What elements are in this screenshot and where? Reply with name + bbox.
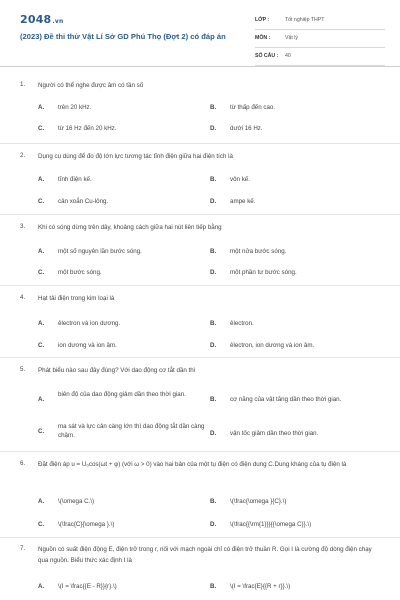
option-letter: A. <box>38 498 45 505</box>
option-text: trên 20 kHz. <box>58 104 92 111</box>
question-separator <box>0 357 400 358</box>
option-text: \(I = \frac{{E - R}}{r}.\) <box>58 583 117 590</box>
option-letter: B. <box>210 320 217 327</box>
question-number: 6. <box>20 460 26 467</box>
question-number: 1. <box>20 81 26 88</box>
page-header <box>0 0 400 62</box>
option-text: một bước sóng. <box>58 269 102 276</box>
option-text: cơ năng của vật tăng dần theo thời gian. <box>230 396 342 403</box>
question-1 <box>20 81 388 141</box>
option-letter: C. <box>38 198 45 205</box>
option-text: êlectron, ion dương và ion âm. <box>230 342 315 349</box>
option-text: \(\frac{{\rm{1}}}{{\omega C}}.\) <box>230 521 312 528</box>
option-letter: A. <box>38 396 45 403</box>
option-letter: D. <box>210 269 217 276</box>
question-separator <box>0 537 400 538</box>
option-text: dưới 16 Hz. <box>230 125 263 132</box>
option-letter: A. <box>38 248 45 255</box>
option-letter: B. <box>210 104 217 111</box>
question-separator <box>0 214 400 215</box>
meta-value: Tốt nghiệp THPT <box>285 17 325 23</box>
option-letter: B. <box>210 396 217 403</box>
option-text: từ 16 Hz đến 20 kHz. <box>58 125 117 132</box>
option-text: êlectron và ion dương. <box>58 320 121 327</box>
meta-value: Vật lý <box>285 35 298 41</box>
option-text: ampe kế. <box>230 198 256 205</box>
meta-row-subject <box>255 31 385 48</box>
question-separator <box>0 451 400 452</box>
option-letter: B. <box>210 583 217 590</box>
question-stem: Người có thể nghe được âm có tần số <box>38 82 144 89</box>
question-number: 4. <box>20 294 26 301</box>
logo-text: 2048 <box>20 13 52 26</box>
question-number: 5. <box>20 366 26 373</box>
option-text: biên độ của dao động giảm dần theo thời gian. <box>58 391 186 398</box>
option-text: ma sát và lực cản càng lớn thì dao động tắt dần càng chậm. <box>58 423 205 439</box>
meta-key: LỚP : <box>255 17 270 23</box>
option-text: vận tốc giảm dần theo thời gian. <box>230 430 319 437</box>
logo-suffix: .vn <box>52 18 64 25</box>
option-letter: D. <box>210 125 217 132</box>
question-6 <box>20 460 388 534</box>
question-stem: Nguồn có suất điện động E, điện trở trong r, nối với mạch ngoài chỉ có điện trở thuần R. Gọi I là cường độ dòng điện chạy qua nguồn. Biểu thức xác định I là <box>38 546 372 564</box>
option-letter: D. <box>210 430 217 437</box>
exam-meta <box>255 13 385 67</box>
question-2 <box>20 152 388 212</box>
option-text: \(\frac{C}{\omega }.\) <box>58 521 115 528</box>
question-stem: Khi có sóng dừng trên dây, khoảng cách giữa hai nút liên tiếp bằng <box>38 224 222 231</box>
question-4 <box>20 294 388 354</box>
question-stem: Dụng cụ dùng để đo độ lớn lực tương tác tĩnh điện giữa hai điện tích là <box>38 153 233 160</box>
meta-value: 40 <box>285 53 291 59</box>
option-letter: B. <box>210 176 217 183</box>
option-text: một nửa bước sóng. <box>230 248 287 255</box>
option-letter: A. <box>38 583 45 590</box>
option-letter: B. <box>210 498 217 505</box>
question-5 <box>20 366 388 446</box>
question-stem: Hạt tải điện trong kim loại là <box>38 295 115 302</box>
option-letter: A. <box>38 176 45 183</box>
option-text: tĩnh điện kế. <box>58 176 92 183</box>
option-letter: D. <box>210 521 217 528</box>
question-stem: Phát biểu nào sau đây đúng? Với dao động cơ tắt dần thì <box>38 367 196 374</box>
option-text: \(\frac{\omega }{C}.\) <box>230 498 287 505</box>
option-text: \(\omega C.\) <box>58 498 95 505</box>
option-text: ion dương và ion âm. <box>58 342 117 349</box>
option-letter: C. <box>38 125 45 132</box>
site-logo[interactable] <box>20 13 63 26</box>
option-text: cân xoắn Cu-lông. <box>58 198 109 205</box>
question-7 <box>20 545 388 600</box>
meta-key: MÔN : <box>255 35 271 41</box>
question-3 <box>20 223 388 283</box>
option-text: một số nguyên lần bước sóng. <box>58 248 142 255</box>
meta-row-class <box>255 13 385 30</box>
question-separator <box>0 143 400 144</box>
option-letter: D. <box>210 198 217 205</box>
question-number: 3. <box>20 223 26 230</box>
question-separator <box>0 285 400 286</box>
option-letter: A. <box>38 104 45 111</box>
meta-row-count <box>255 49 385 66</box>
option-letter: D. <box>210 342 217 349</box>
exam-title: (2023) Đề thi thử Vật Lí Sở GD Phú Thọ (Đợt 2) có đáp án <box>20 32 226 41</box>
option-text: \(I = \frac{E}{{R + r}}.\) <box>230 583 291 590</box>
option-text: vôn kế. <box>230 176 250 183</box>
question-stem: Đặt điện áp u = U₀cos(ωt + φ) (với ω > 0) vào hai bản của một tụ điện có điện dung C.Dung kháng của tụ điện là <box>38 461 347 468</box>
option-letter: B. <box>210 248 217 255</box>
option-text: từ thấp đến cao. <box>230 104 276 111</box>
question-number: 2. <box>20 152 26 159</box>
option-text: êlectron. <box>230 320 254 327</box>
option-text: một phần tư bước sóng. <box>230 269 297 276</box>
meta-key: SỐ CÂU : <box>255 53 279 59</box>
option-letter: A. <box>38 320 45 327</box>
option-letter: C. <box>38 342 45 349</box>
header-divider <box>0 66 400 67</box>
question-number: 7. <box>20 545 26 552</box>
option-letter: C. <box>38 521 45 528</box>
option-letter: C. <box>38 428 45 435</box>
option-letter: C. <box>38 269 45 276</box>
